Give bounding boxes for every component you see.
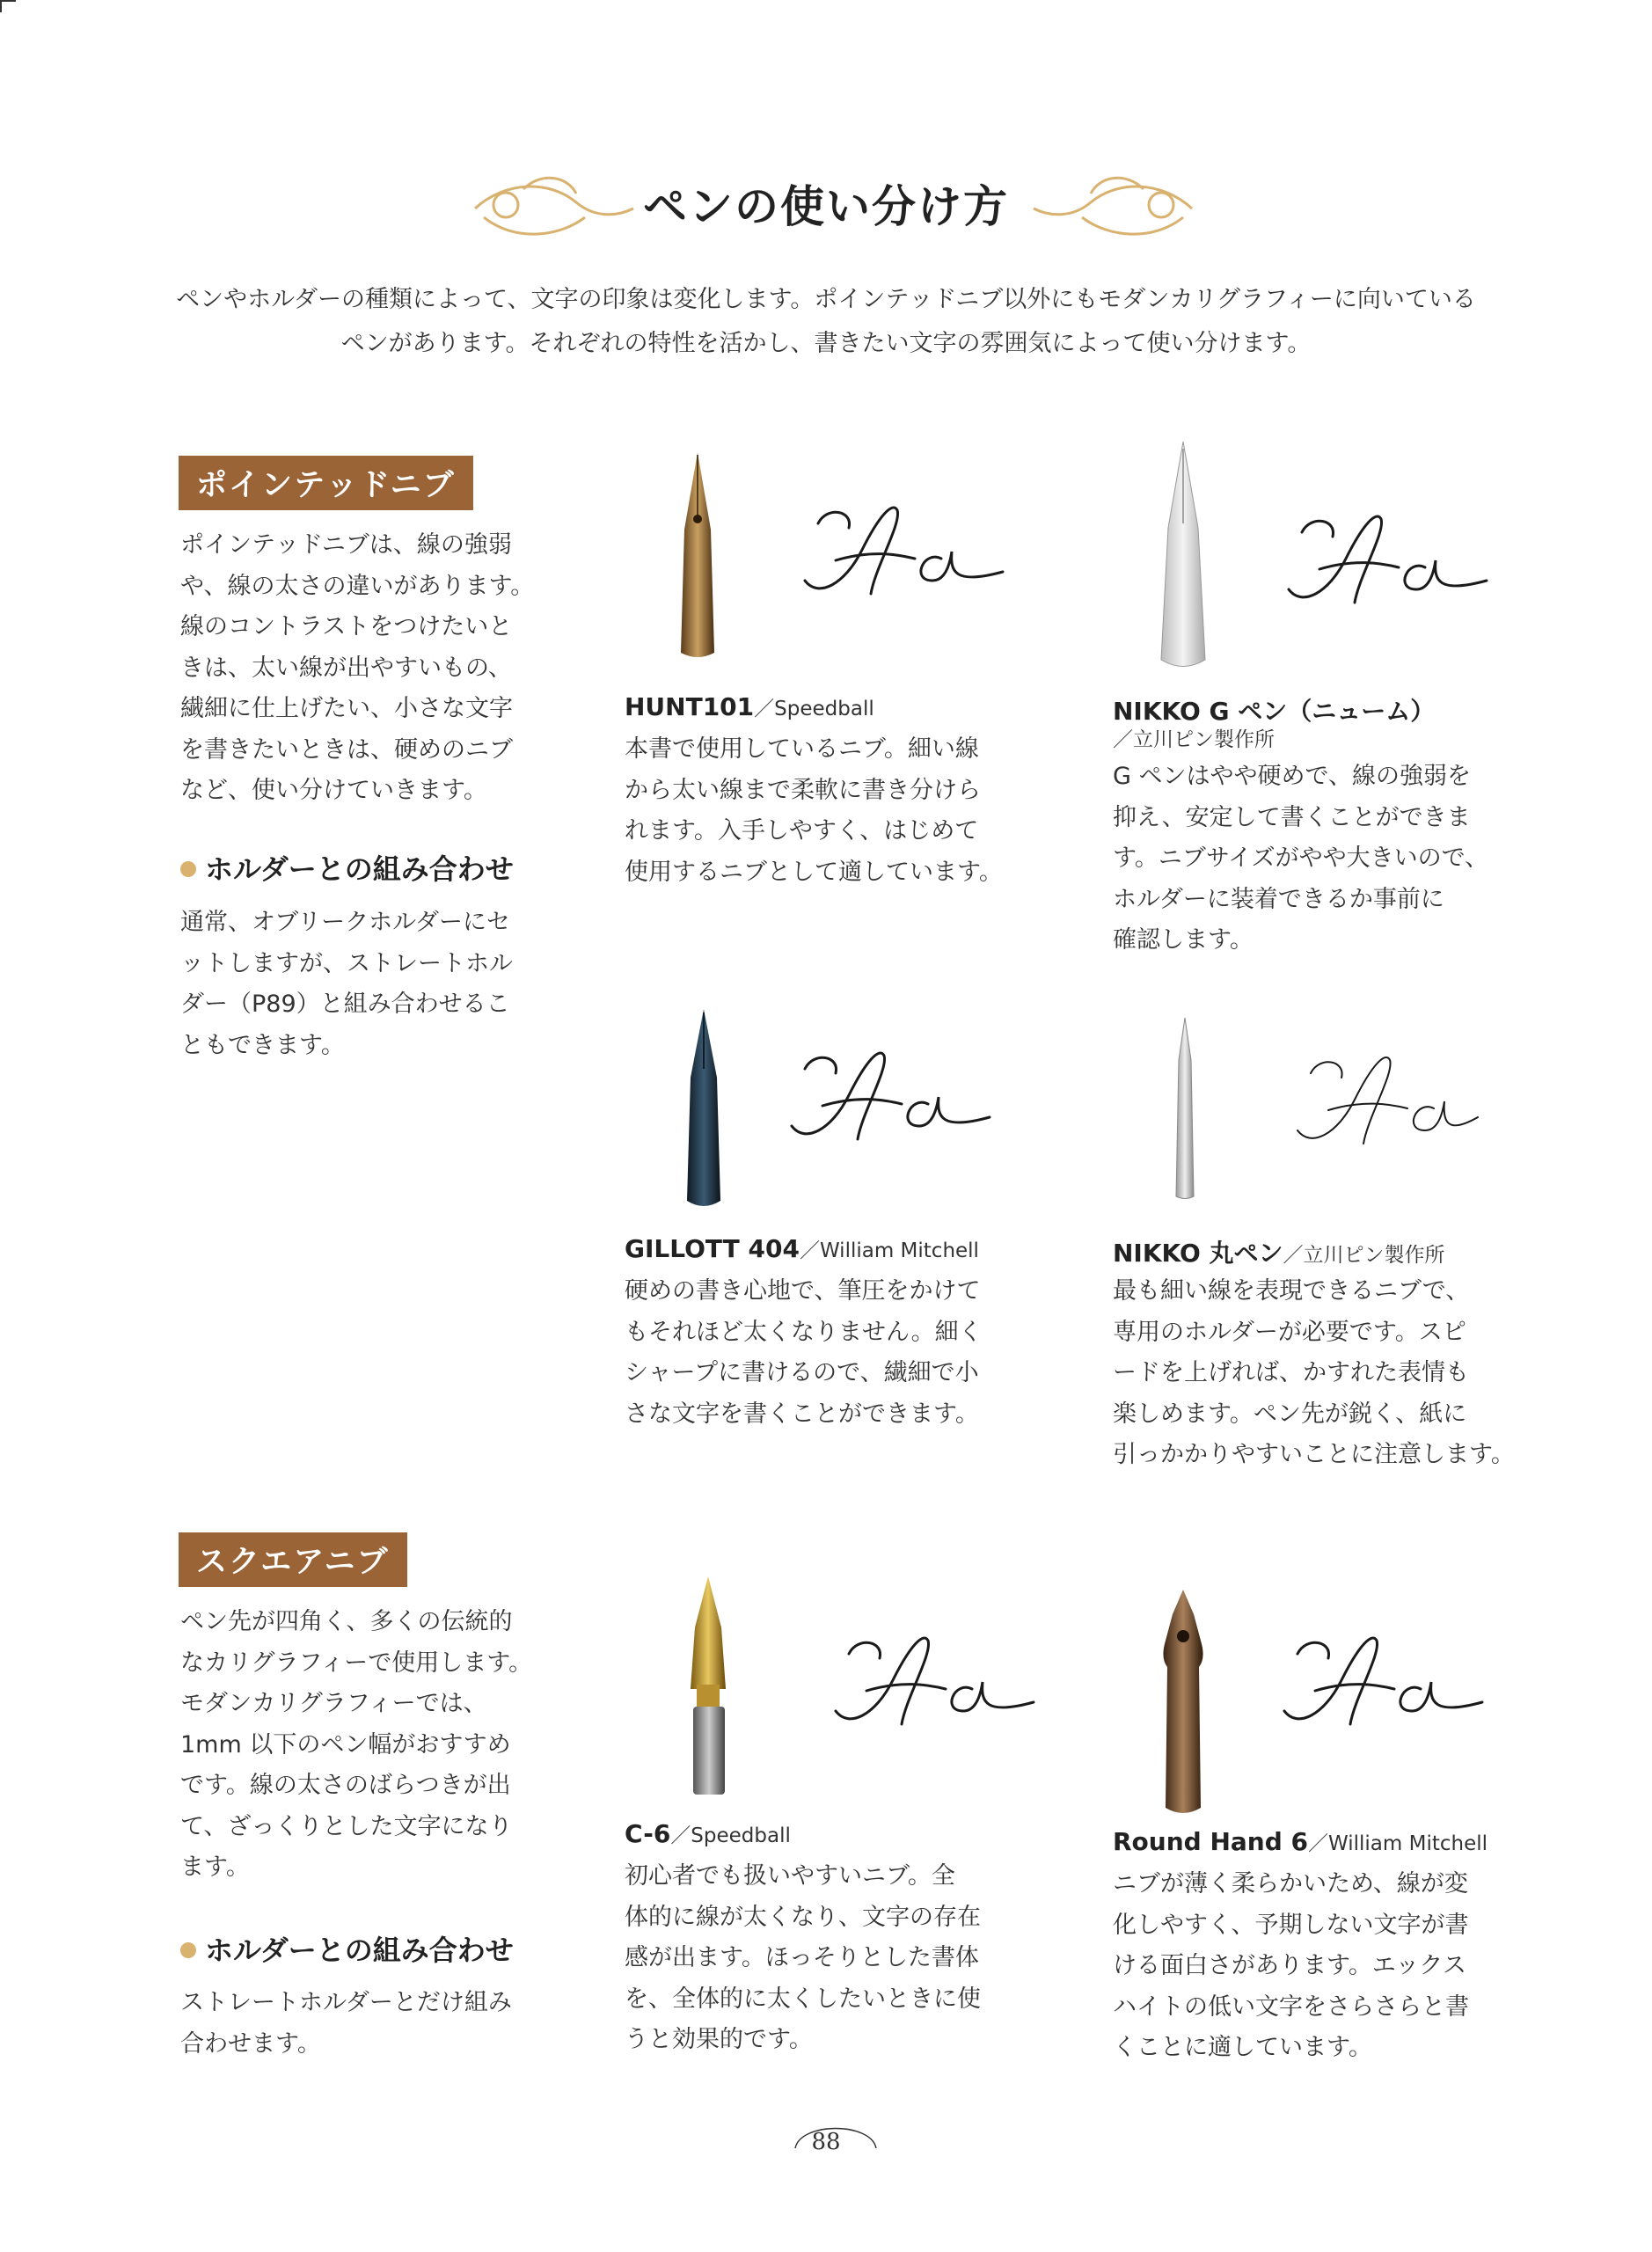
calligraphy-sample-aa-image <box>1280 1627 1500 1742</box>
text-line: です。線の太さのばらつきが出 <box>180 1772 511 1799</box>
pointed-nib-description <box>180 525 585 812</box>
calligraphy-sample-aa-image <box>831 1627 1051 1742</box>
text-line: ける面白さがあります。エックス <box>1113 1952 1467 1979</box>
gold-nib-icon <box>676 450 720 662</box>
pen-name-text: NIKKO 丸ペン <box>1113 1239 1283 1268</box>
text-line: 線のコントラストをつけたいと <box>180 613 513 640</box>
pen-name-hunt101 <box>625 692 874 721</box>
intro-paragraph <box>141 278 1511 366</box>
text-line: 1mm 以下のペン幅がおすすめ <box>180 1730 511 1758</box>
pen-maker-text: ／立川ピン製作所 <box>1283 1244 1445 1267</box>
text-line: ダー（P89）と組み合わせるこ <box>180 991 510 1018</box>
text-line: ードを上げれば、かすれた表情も <box>1113 1359 1469 1386</box>
maru-nib-icon <box>1170 1016 1200 1201</box>
pen-name-round-hand-6 <box>1113 1827 1488 1856</box>
text-line: きは、太い線が出やすいもの、 <box>180 654 512 682</box>
text-line: ます。 <box>180 1854 250 1881</box>
pen-description-gillott-404 <box>625 1271 1020 1435</box>
pen-name-text: C-6 <box>625 1819 671 1848</box>
text-line: シャープに書けるので、繊細で小 <box>625 1359 979 1386</box>
pen-name-text: GILLOTT 404 <box>625 1234 800 1263</box>
pen-maker-text: ／Speedball <box>754 698 874 720</box>
text-line: モダンカリグラフィーでは、 <box>180 1690 487 1717</box>
text-line: を、全体的に太くしたいときに使 <box>625 1985 981 2013</box>
text-line: 化しやすく、予期しない文字が書 <box>1113 1911 1469 1939</box>
pen-name-c6 <box>625 1819 791 1848</box>
section-label-square-nib: スクエアニブ <box>179 1532 407 1587</box>
pen-maker-text: ／Speedball <box>670 1824 791 1847</box>
text-line: ットしますが、ストレートホル <box>180 949 513 977</box>
text-line: など、使い分けていきます。 <box>180 777 487 804</box>
page-title: ペンの使い分け方 <box>643 181 1009 232</box>
calligraphy-sample-aa-image <box>1293 1047 1513 1161</box>
text-line: 最も細い線を表現できるニブで、 <box>1113 1277 1470 1305</box>
section-label-pointed-nib: ポインテッドニブ <box>179 456 473 510</box>
text-line: 引っかかりやすいことに注意します。 <box>1113 1441 1515 1468</box>
pen-description-nikko-maru <box>1113 1271 1535 1476</box>
pen-description-round-hand-6 <box>1113 1864 1509 2069</box>
text-line: ホルダーに装着できるか事前に <box>1113 885 1444 913</box>
bullet-dot-icon <box>180 1942 196 1958</box>
crop-mark <box>0 0 16 12</box>
text-line: くことに適しています。 <box>1113 2034 1372 2061</box>
text-line: れます。入手しやすく、はじめて <box>625 817 979 844</box>
pointed-holder-description <box>180 903 585 1066</box>
holder-heading-square <box>180 1928 514 1969</box>
intro-line: ペンがあります。それぞれの特性を活かし、書きたい文字の雰囲気によって使い分けます。 <box>340 330 1312 357</box>
text-line: ストレートホルダーとだけ組み <box>180 1989 512 2016</box>
text-line: 繊細に仕上げたい、小さな文字 <box>180 695 513 722</box>
text-line: 合わせます。 <box>180 2029 321 2058</box>
text-line: ともできます。 <box>180 1031 345 1059</box>
pen-description-nikko-g <box>1113 757 1509 961</box>
pen-name-nikko-maru <box>1113 1234 1445 1269</box>
holder-heading-text: ホルダーとの組み合わせ <box>205 852 514 886</box>
square-holder-description <box>180 1983 585 2065</box>
intro-line: ペンやホルダーの種類によって、文字の印象は変化します。ポインテッドニブ以外にもモダンカリグラフィーに向いている <box>176 286 1476 313</box>
text-line: て、ざっくりとした文字になり <box>180 1812 513 1840</box>
calligraphy-sample-aa-image <box>1284 506 1504 620</box>
pen-name-text: HUNT101 <box>625 692 755 721</box>
text-line: 体的に線が太くなり、文字の存在 <box>625 1903 981 1931</box>
text-line: や、線の太さの違いがあります。 <box>180 572 535 600</box>
page-number: 88 <box>811 2129 841 2155</box>
text-line: 通常、オブリークホルダーにセ <box>180 909 511 936</box>
text-line: なカリグラフィーで使用します。 <box>180 1649 533 1677</box>
text-line: もそれほど太くなりません。細く <box>625 1318 983 1346</box>
text-line: 楽しめます。ペン先が鋭く、紙に <box>1113 1400 1467 1428</box>
blue-nib-icon <box>682 1007 726 1210</box>
text-line: 確認します。 <box>1113 926 1254 954</box>
text-line: から太い線まで柔軟に書き分けら <box>625 776 981 804</box>
pen-name-gillott-404 <box>625 1234 979 1263</box>
pen-maker-nikko-g: ／立川ピン製作所 <box>1113 728 1275 751</box>
pen-description-c6 <box>625 1856 1020 2061</box>
text-line: ポインテッドニブは、線の強弱 <box>180 531 512 559</box>
pen-description-hunt101 <box>625 729 1020 893</box>
pen-maker-text: ／William Mitchell <box>799 1239 979 1262</box>
text-line: うと効果的です。 <box>625 2026 813 2053</box>
holder-heading-text: ホルダーとの組み合わせ <box>205 1934 514 1967</box>
bronze-square-nib-icon <box>1148 1588 1218 1817</box>
text-line: ニブが薄く柔らかいため、線が変 <box>1113 1870 1468 1897</box>
text-line: 使用するニブとして適しています。 <box>625 858 1003 886</box>
holder-heading-pointed <box>180 847 514 888</box>
text-line: す。ニブサイズがやや大きいので、 <box>1113 844 1489 872</box>
text-line: 本書で使用しているニブ。細い線 <box>625 735 979 763</box>
square-nib-description <box>180 1602 585 1889</box>
text-line: ハイトの低い文字をさらさらと書 <box>1113 1992 1469 2021</box>
silver-nib-icon <box>1152 440 1214 673</box>
text-line: を書きたいときは、硬めのニブ <box>180 735 513 764</box>
calligraphy-sample-aa-image <box>787 1042 1007 1157</box>
text-line: 硬めの書き心地で、筆圧をかけて <box>625 1277 981 1305</box>
text-line: G ペンはやや硬めで、線の強弱を <box>1113 763 1471 790</box>
pen-name-text: Round Hand 6 <box>1113 1827 1308 1856</box>
pen-name-nikko-g: NIKKO G ペン（ニューム） <box>1113 697 1436 726</box>
pen-maker-text: ／William Mitchell <box>1308 1832 1488 1855</box>
text-line: 初心者でも扱いやすいニブ。全 <box>625 1862 955 1890</box>
brass-square-nib-icon <box>677 1575 739 1799</box>
calligraphy-sample-aa-image <box>800 497 1020 611</box>
text-line: ペン先が四角く、多くの伝統的 <box>180 1608 513 1635</box>
text-line: 感が出ます。ほっそりとした書体 <box>625 1944 979 1971</box>
text-line: 抑え、安定して書くことができま <box>1113 803 1471 831</box>
text-line: さな文字を書くことができます。 <box>625 1400 979 1428</box>
bullet-dot-icon <box>180 861 196 877</box>
text-line: 専用のホルダーが必要です。スピ <box>1113 1318 1466 1346</box>
